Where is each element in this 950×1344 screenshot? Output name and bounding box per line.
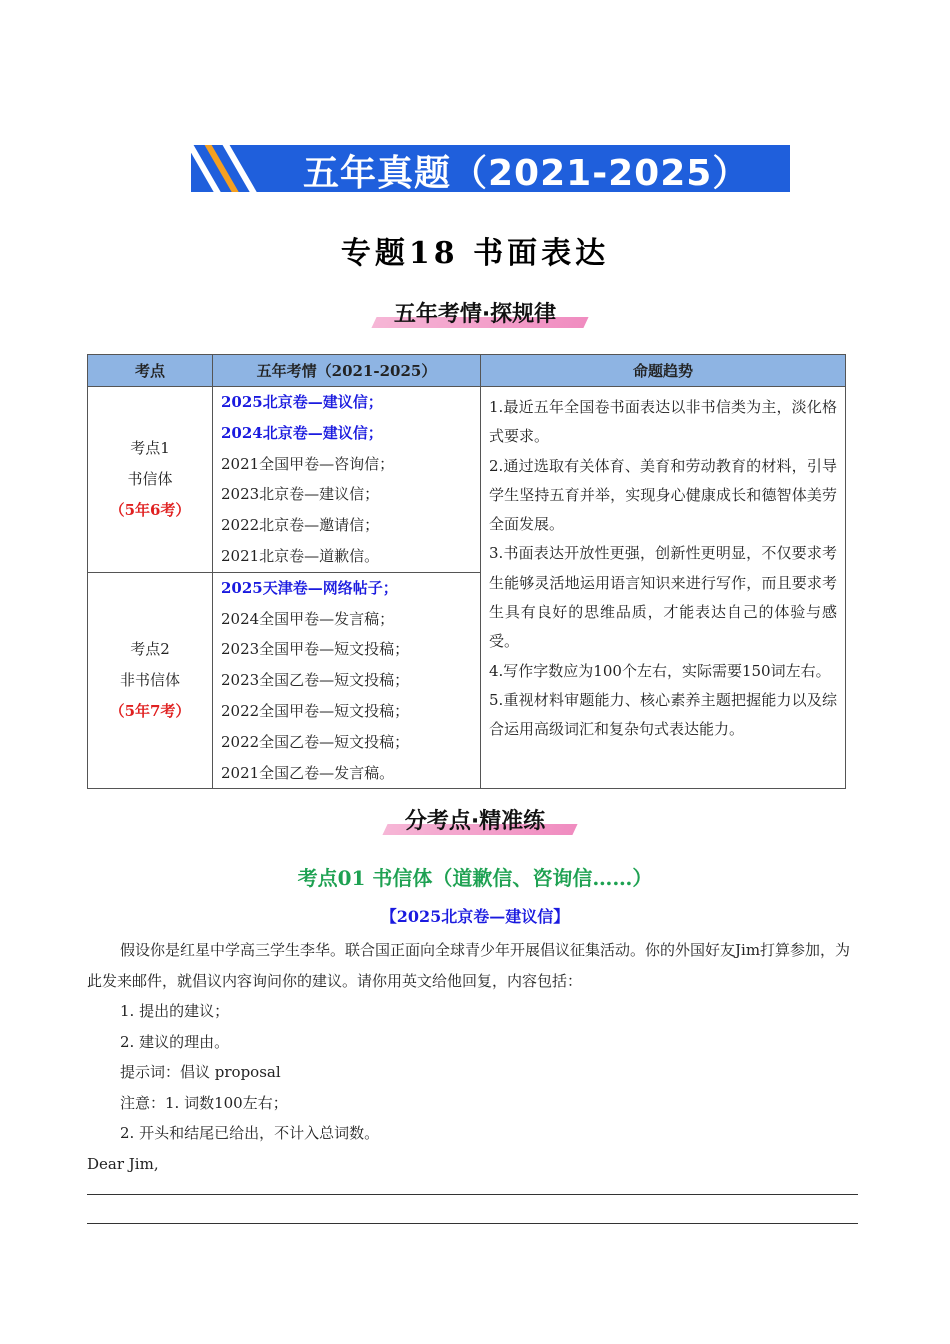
exam-item: 2025天津卷—网络帖子； xyxy=(221,578,398,597)
trend-item: 4.写作字数应为100个左右，实际需要150词左右。 xyxy=(489,661,831,680)
question-point: 2. 建议的理由。 xyxy=(120,1032,230,1051)
trend-item: 1.最近五年全国卷书面表达以非书信类为主，淡化格式要求。 xyxy=(489,398,837,446)
items-cell xyxy=(213,387,481,573)
exam-item: 2022全国甲卷—短文投稿； xyxy=(221,701,410,720)
items-cell xyxy=(213,572,481,789)
question-point: 1. 提出的建议； xyxy=(120,1002,230,1020)
exam-item: 2024全国甲卷—发言稿； xyxy=(221,609,395,628)
trend-item: 3.书面表达开放性更强，创新性更明显，不仅要求考生能够灵活地运用语言知识来进行写作，而且要求考生具有良好的思维品质，才能表达自己的体验与感受。 xyxy=(489,544,837,651)
exam-item: 2023北京卷—建议信； xyxy=(221,485,380,504)
point-cell xyxy=(88,387,213,573)
exam-item: 2022全国乙卷—短文投稿； xyxy=(221,732,410,751)
point-count: （5年6考） xyxy=(109,500,191,519)
exam-item: 2021北京卷—道歉信。 xyxy=(221,546,380,565)
question-hint: 提示词：倡议 proposal xyxy=(120,1063,281,1081)
answer-line[interactable] xyxy=(87,1223,858,1224)
question-body xyxy=(87,935,859,1179)
exam-table xyxy=(87,354,846,789)
question-note: 2. 开头和结尾已给出，不计入总词数。 xyxy=(120,1124,380,1142)
point-type: 书信体 xyxy=(127,469,173,488)
topic-heading: 考点01 书信体（道歉信、咨询信……） xyxy=(297,866,653,890)
exam-item: 2021全国乙卷—发言稿。 xyxy=(221,763,395,782)
exam-item: 2021全国甲卷—咨询信； xyxy=(221,454,395,473)
question-source: 【2025北京卷—建议信】 xyxy=(380,907,570,926)
trend-item: 2.通过选取有关体育、美育和劳动教育的材料，引导学生坚持五育并举，实现身心健康成长和德智体美劳全面发展。 xyxy=(489,456,837,534)
exam-item: 2024北京卷—建议信； xyxy=(221,423,383,442)
trends-cell xyxy=(481,387,846,789)
answer-line[interactable] xyxy=(87,1194,858,1195)
point-label: 考点2 xyxy=(130,640,170,659)
col-header: 五年考情（2021-2025） xyxy=(213,355,481,387)
question-note: 注意：1. 词数100左右； xyxy=(120,1093,288,1112)
banner-title: 五年真题（2021-2025） xyxy=(303,153,750,192)
section-ribbon-1 xyxy=(0,297,950,328)
point-type: 非书信体 xyxy=(119,671,180,690)
point-count: （5年7考） xyxy=(109,702,191,721)
doc-title: 专题18 书面表达 xyxy=(340,236,610,271)
section-title: 五年考情·探规律 xyxy=(374,297,576,328)
point-label: 考点1 xyxy=(130,438,170,457)
section-ribbon-2 xyxy=(0,804,950,835)
exam-item: 2023全国乙卷—短文投稿； xyxy=(221,671,410,690)
col-header: 命题趋势 xyxy=(481,355,846,387)
point-cell xyxy=(88,572,213,789)
exam-item: 2023全国甲卷—短文投稿； xyxy=(221,640,410,659)
exam-item: 2025北京卷—建议信； xyxy=(221,393,383,411)
exam-item: 2022北京卷—邀请信； xyxy=(221,516,380,535)
letter-greeting: Dear Jim, xyxy=(87,1154,159,1173)
col-header: 考点 xyxy=(88,355,213,387)
trend-item: 5.重视材料审题能力、核心素养主题把握能力以及综合运用高级词汇和复杂句式表达能力。 xyxy=(489,690,837,739)
section-title: 分考点·精准练 xyxy=(385,804,565,835)
question-intro: 假设你是红星中学高三学生李华。联合国正面向全球青少年开展倡议征集活动。你的外国好友Jim打算参加，为此发来邮件，就倡议内容询问你的建议。请你用英文给他回复，内容包括： xyxy=(87,941,851,990)
banner xyxy=(191,145,790,192)
